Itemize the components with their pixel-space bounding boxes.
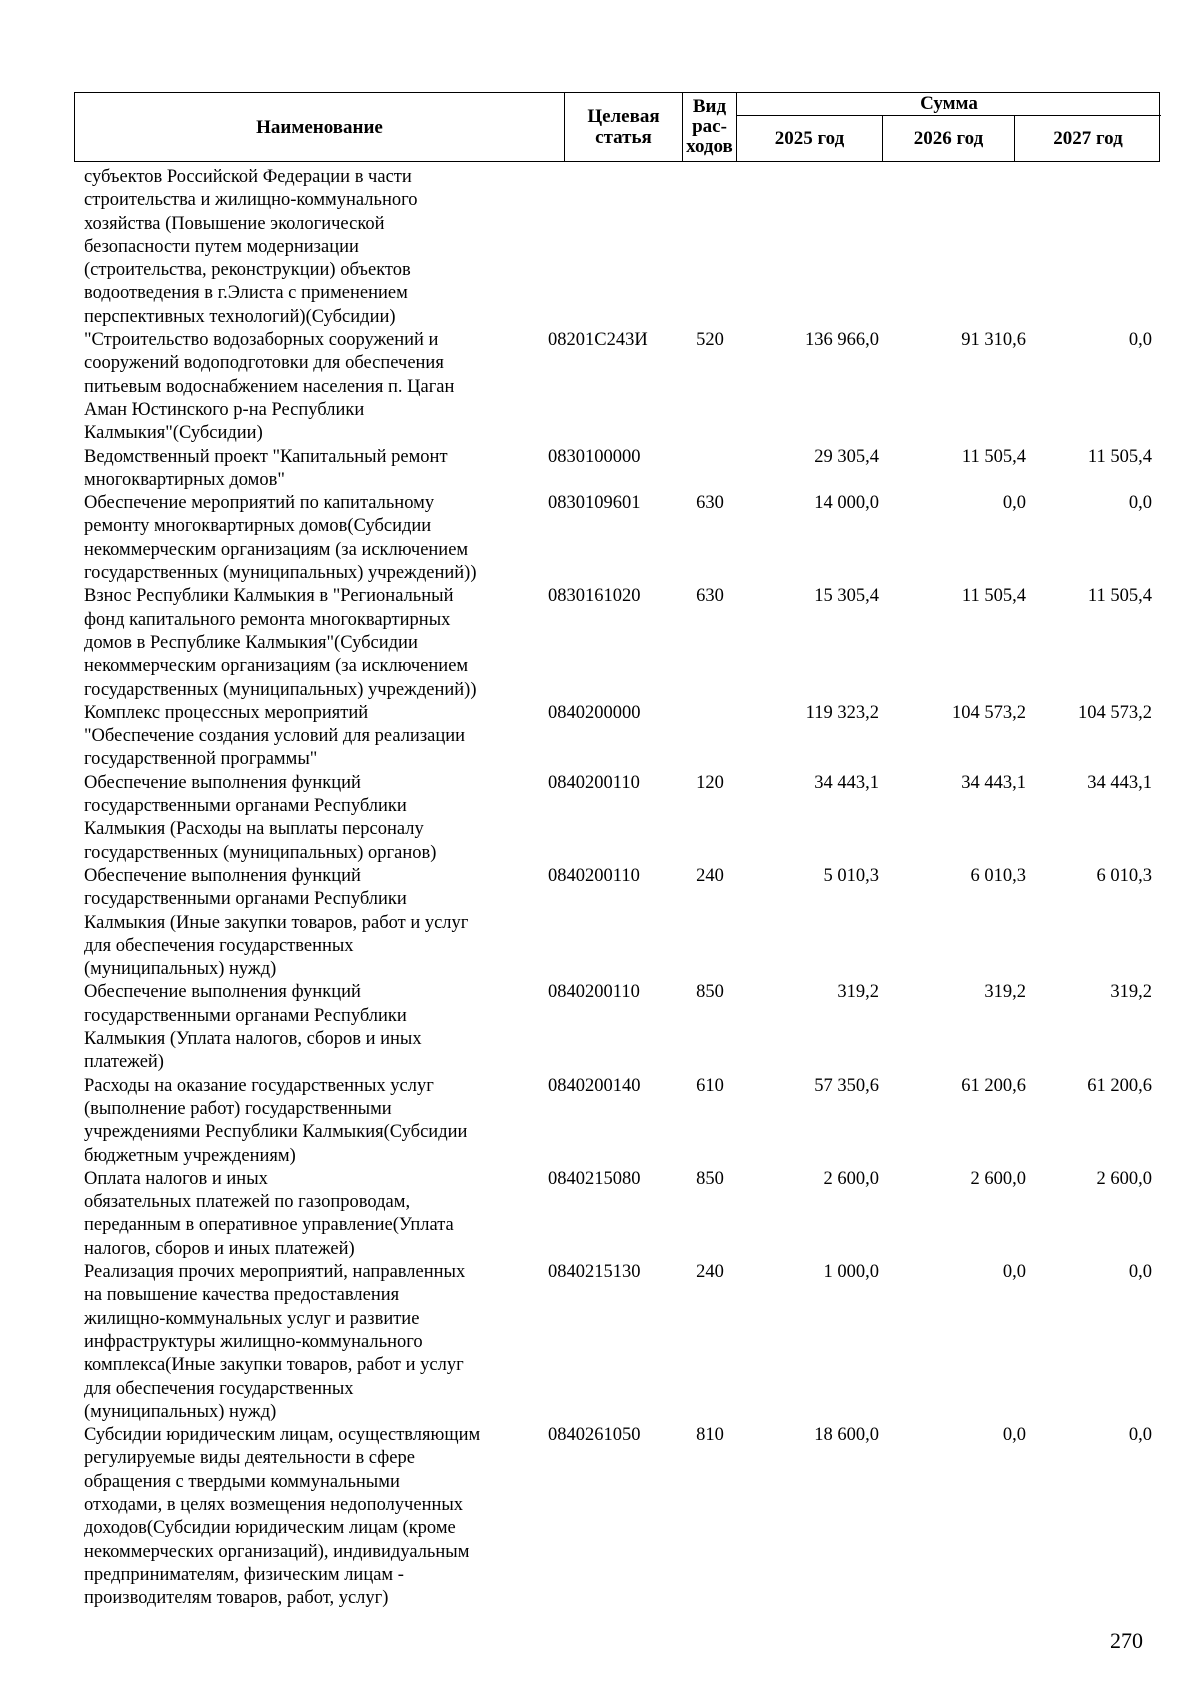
table-header bbox=[74, 92, 1160, 162]
row-amount-2026: 91 310,6 bbox=[961, 330, 1026, 351]
table-row bbox=[74, 865, 1160, 982]
row-name: Комплекс процессных мероприятий "Обеспечение создания условий для реализации государственной программы" bbox=[84, 702, 466, 770]
row-amount-2027: 0,0 bbox=[1128, 1425, 1152, 1446]
table-row bbox=[74, 1424, 1160, 1610]
table-row bbox=[74, 585, 1160, 702]
row-name: субъектов Российской Федерации в части строительства и жилищно-коммунального хозяйства (Повышение экологической безопасности путем модернизации (строительства, реконструкции) объектов водоотведения в г.Элиста с применением перспективных технологий)(Субсидии) bbox=[84, 167, 418, 327]
row-amount-2026: 34 443,1 bbox=[961, 772, 1026, 793]
table-row bbox=[74, 446, 1160, 493]
row-amount-2025: 18 600,0 bbox=[814, 1425, 879, 1446]
row-code: 08201С243И bbox=[548, 330, 648, 351]
row-name: Обеспечение выполнения функций государственными органами Республики Калмыкия (Расходы на выплаты персоналу государственных (муниципальных) органов) bbox=[84, 772, 437, 863]
table-row bbox=[74, 702, 1160, 772]
row-amount-2025: 15 305,4 bbox=[814, 586, 879, 607]
row-name: Расходы на оказание государственных услуг (выполнение работ) государственными учреждениями Республики Калмыкия(Субсидии бюджетным учреждениям) bbox=[84, 1075, 468, 1166]
row-kind: 810 bbox=[696, 1425, 724, 1446]
row-amount-2025: 136 966,0 bbox=[805, 330, 879, 351]
row-amount-2026: 0,0 bbox=[1002, 1262, 1026, 1283]
row-amount-2027: 34 443,1 bbox=[1087, 772, 1152, 793]
table-row bbox=[74, 1168, 1160, 1261]
row-amount-2026: 0,0 bbox=[1002, 493, 1026, 514]
header-year-2027: 2027 год bbox=[1053, 127, 1123, 149]
row-kind: 850 bbox=[696, 982, 724, 1003]
row-code: 0830109601 bbox=[548, 493, 641, 514]
row-amount-2025: 5 010,3 bbox=[823, 865, 879, 886]
row-code: 0840215130 bbox=[548, 1262, 641, 1283]
row-amount-2027: 2 600,0 bbox=[1096, 1168, 1152, 1189]
row-code: 0840200000 bbox=[548, 702, 641, 723]
row-amount-2026: 11 505,4 bbox=[961, 586, 1026, 607]
row-amount-2025: 14 000,0 bbox=[814, 493, 879, 514]
row-amount-2025: 34 443,1 bbox=[814, 772, 879, 793]
row-kind: 630 bbox=[696, 586, 724, 607]
table-row bbox=[74, 329, 1160, 446]
row-amount-2027: 11 505,4 bbox=[1087, 446, 1152, 467]
row-name: Субсидии юридическим лицам, осуществляющим регулируемые виды деятельности в сфере обращения с твердыми коммунальными отходами, в целях возмещения недополученных доходов(Субсидии юридическим лицам (кроме некоммерческих организаций), индивидуальным предпринимателям, физическим лицам - производителям товаров, работ, услуг) bbox=[84, 1425, 481, 1609]
row-name: Обеспечение выполнения функций государственными органами Республики Калмыкия (Иные закупки товаров, работ и услуг для обеспечения государственных (муниципальных) нужд) bbox=[84, 865, 469, 980]
row-code: 0840200140 bbox=[548, 1075, 641, 1096]
row-amount-2027: 104 573,2 bbox=[1078, 702, 1152, 723]
row-amount-2027: 61 200,6 bbox=[1087, 1075, 1152, 1096]
header-year-2026: 2026 год bbox=[883, 116, 1015, 161]
row-name: Взнос Республики Калмыкия в "Региональный фонд капитального ремонта многоквартирных домов в Республике Калмыкия"(Субсидии некоммерческим организациям (за исключением государственных (муниципальных) учреждений)) bbox=[84, 586, 477, 700]
budget-table bbox=[74, 92, 1160, 1611]
row-amount-2027: 0,0 bbox=[1128, 330, 1152, 351]
row-amount-2027: 0,0 bbox=[1128, 1262, 1152, 1283]
row-amount-2026: 0,0 bbox=[1002, 1425, 1026, 1446]
row-code: 0840200110 bbox=[548, 865, 640, 886]
row-kind: 630 bbox=[696, 493, 724, 514]
row-amount-2026: 6 010,3 bbox=[970, 865, 1026, 886]
row-code: 0840200110 bbox=[548, 772, 640, 793]
row-code: 0830100000 bbox=[548, 446, 641, 467]
table-row bbox=[74, 1261, 1160, 1424]
row-kind: 240 bbox=[696, 1262, 724, 1283]
table-row bbox=[74, 1075, 1160, 1168]
header-kind: Вид рас- ходов bbox=[683, 93, 737, 161]
row-amount-2027: 0,0 bbox=[1128, 493, 1152, 514]
row-name: Ведомственный проект "Капитальный ремонт многоквартирных домов" bbox=[84, 446, 448, 490]
row-name: "Строительство водозаборных сооружений и сооружений водоподготовки для обеспечения питьевым водоснабжением населения п. Цаган Аман Юстинского р-на Республики Калмыкия"(Субсидии) bbox=[84, 330, 455, 444]
row-name: Оплата налогов и иных обязательных платежей по газопроводам, переданным в оперативное управление(Уплата налогов, сборов и иных платежей) bbox=[84, 1168, 454, 1259]
row-code: 0830161020 bbox=[548, 586, 641, 607]
row-kind: 520 bbox=[696, 330, 724, 351]
header-code: Целевая статья bbox=[565, 93, 683, 161]
table-body bbox=[74, 166, 1160, 1611]
row-kind: 240 bbox=[696, 865, 724, 886]
row-code: 0840261050 bbox=[548, 1425, 641, 1446]
table-row bbox=[74, 492, 1160, 585]
row-kind: 120 bbox=[696, 772, 724, 793]
row-amount-2025: 119 323,2 bbox=[805, 702, 879, 723]
table-row bbox=[74, 981, 1160, 1074]
row-amount-2025: 2 600,0 bbox=[823, 1168, 879, 1189]
row-code: 0840200110 bbox=[548, 982, 640, 1003]
row-amount-2025: 57 350,6 bbox=[814, 1075, 879, 1096]
table-row bbox=[74, 772, 1160, 865]
row-code: 0840215080 bbox=[548, 1168, 641, 1189]
row-amount-2026: 319,2 bbox=[984, 982, 1026, 1003]
row-kind: 850 bbox=[696, 1168, 724, 1189]
row-amount-2025: 1 000,0 bbox=[823, 1262, 879, 1283]
header-year-2025: 2025 год bbox=[737, 116, 883, 161]
row-amount-2025: 319,2 bbox=[837, 982, 879, 1003]
row-amount-2026: 104 573,2 bbox=[952, 702, 1026, 723]
header-name: Наименование bbox=[75, 93, 565, 161]
page-number: 270 bbox=[1110, 1628, 1143, 1653]
table-row bbox=[74, 166, 1160, 329]
row-amount-2027: 6 010,3 bbox=[1096, 865, 1152, 886]
row-name: Реализация прочих мероприятий, направленных на повышение качества предоставления жилищно-коммунальных услуг и развитие инфраструктуры жилищно-коммунального комплекса(Иные закупки товаров, работ и услуг для обеспечения государственных (муниципальных) нужд) bbox=[84, 1262, 466, 1422]
row-amount-2027: 11 505,4 bbox=[1087, 586, 1152, 607]
row-name: Обеспечение выполнения функций государственными органами Республики Калмыкия (Уплата налогов, сборов и иных платежей) bbox=[84, 982, 422, 1073]
row-kind: 610 bbox=[696, 1075, 724, 1096]
row-amount-2025: 29 305,4 bbox=[814, 446, 879, 467]
header-sum: Сумма bbox=[737, 93, 1161, 116]
row-amount-2027: 319,2 bbox=[1110, 982, 1152, 1003]
row-amount-2026: 2 600,0 bbox=[970, 1168, 1026, 1189]
row-name: Обеспечение мероприятий по капитальному ремонту многоквартирных домов(Субсидии некоммерческим организациям (за исключением государственных (муниципальных) учреждений)) bbox=[84, 493, 477, 584]
row-amount-2026: 61 200,6 bbox=[961, 1075, 1026, 1096]
row-amount-2026: 11 505,4 bbox=[961, 446, 1026, 467]
